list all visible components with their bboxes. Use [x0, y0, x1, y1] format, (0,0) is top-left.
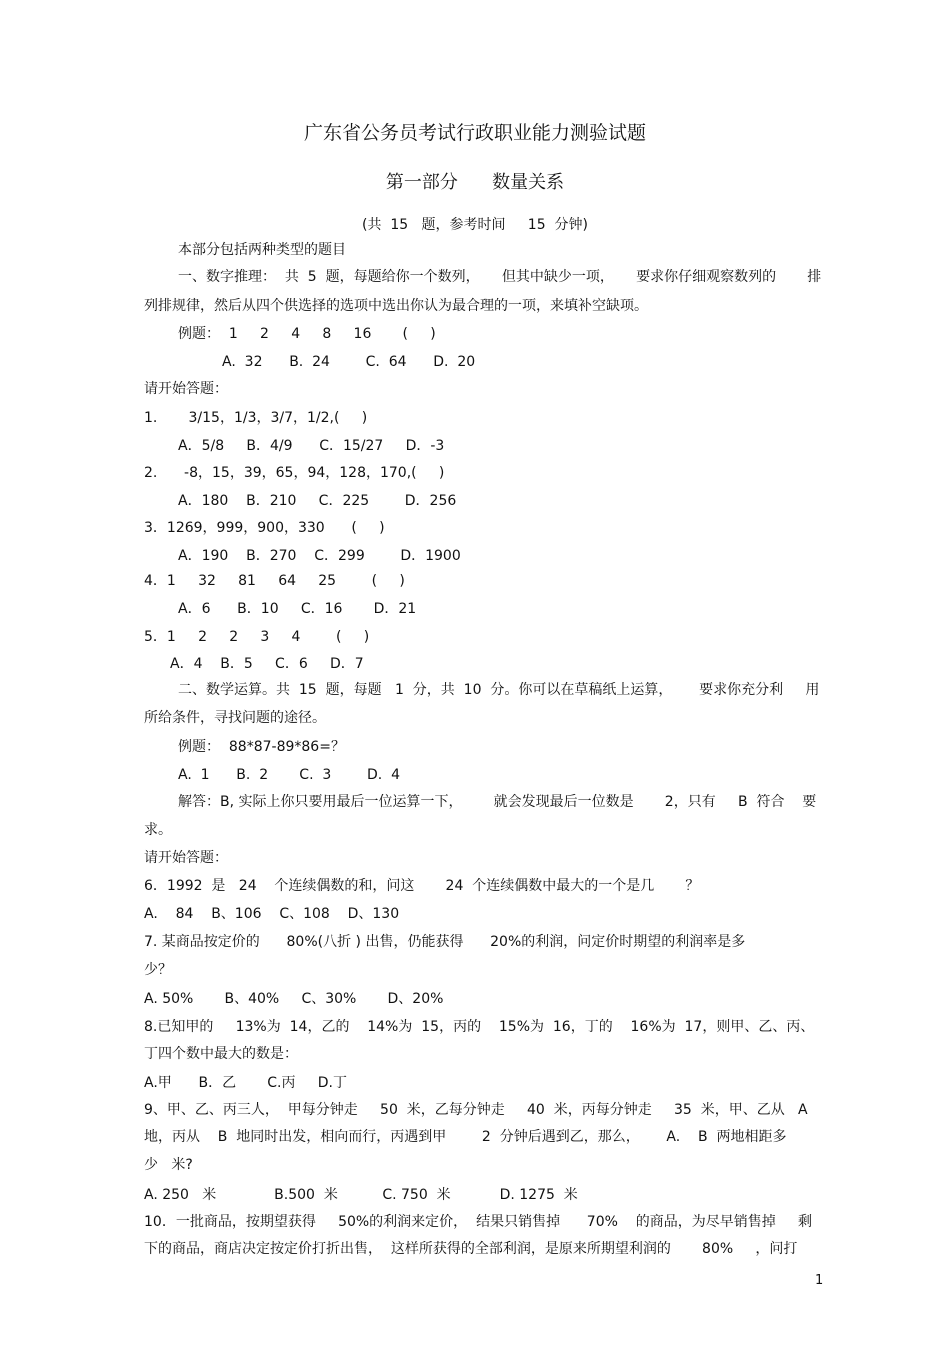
page-number: 1	[815, 1273, 824, 1288]
text-line: 所给条件，寻找问题的途径。	[144, 710, 326, 726]
text-line: A．190 B．270 C．299 D．1900	[178, 548, 461, 564]
text-line: 二、数学运算。共 15 题，每题 1 分，共 10 分。你可以在草稿纸上运算， 要求你充分利 用	[178, 682, 820, 698]
section-heading: 第一部分 数量关系	[385, 172, 565, 193]
text-line: 求。	[144, 822, 172, 838]
text-line: 5．1 2 2 3 4 ( )	[144, 629, 370, 645]
text-line: A. 50% B、40% C、30% D、20%	[144, 991, 444, 1007]
text-line: 少？	[144, 962, 172, 978]
text-line: A. 32 B. 24 C. 64 D. 20	[222, 354, 476, 370]
text-line: A．6 B．10 C．16 D．21	[178, 601, 417, 617]
text-line: 6．1992 是 24 个连续偶数的和，问这 24 个连续偶数中最大的一个是几 ？	[144, 878, 700, 894]
text-line: 丁四个数中最大的数是：	[144, 1046, 298, 1062]
text-line: 3．1269，999，900，330 ( )	[144, 520, 385, 536]
text-line: 下的商品，商店决定按定价打折出售， 这样所获得的全部利润，是原来所期望利润的 80% ，问打	[144, 1241, 798, 1257]
text-line: A.甲 B．乙 C.丙 D.丁	[144, 1075, 347, 1091]
text-line: 2. -8，15，39，65，94，128，170,( )	[144, 465, 445, 481]
text-line: 4．1 32 81 64 25 ( )	[144, 573, 405, 589]
text-line: 本部分包括两种类型的题目	[178, 242, 346, 258]
text-line: 一、数字推理： 共 5 题，每题给你一个数列， 但其中缺少一项， 要求你仔细观察数列的 排	[178, 269, 822, 285]
text-line: A. 84 B、106 C、108 D、130	[144, 906, 400, 922]
text-line: A．5/8 B．4/9 C．15/27 D．-3	[178, 438, 445, 454]
text-line: 8.已知甲的 13%为 14，乙的 14%为 15，丙的 15%为 16，丁的 16%为 17，则甲、乙、丙、	[144, 1019, 815, 1035]
text-line: 例题： 88*87-89*86=？	[178, 739, 345, 755]
text-line: 请开始答题：	[144, 850, 228, 866]
text-line: 请开始答题：	[144, 381, 228, 397]
text-line: 解答：B, 实际上你只要用最后一位运算一下， 就会发现最后一位数是 2，只有 B 符合 要	[178, 794, 817, 810]
text-line: 列排规律，然后从四个供选择的选项中选出你认为最合理的一项，来填补空缺项。	[144, 298, 648, 314]
text-line: A．180 B．210 C．225 D．256	[178, 493, 457, 509]
text-line: 少 米?	[144, 1157, 193, 1173]
document-title: 广东省公务员考试行政职业能力测验试题	[303, 122, 646, 144]
text-line: 7. 某商品按定价的 80%(八折 ) 出售，仍能获得 20%的利润，问定价时期望的利润率是多	[144, 934, 746, 950]
text-line: A．4 B．5 C．6 D．7	[170, 656, 364, 672]
text-line: 例题： 1 2 4 8 16 ( )	[178, 326, 436, 342]
text-line: A. 1 B. 2 C. 3 D. 4	[178, 767, 400, 783]
text-line: 10．一批商品，按期望获得 50%的利润来定价， 结果只销售掉 70% 的商品，为尽早销售掉 剩	[144, 1214, 812, 1230]
text-line: 9、甲、乙、丙三人， 甲每分钟走 50 米，乙每分钟走 40 米，丙每分钟走 35 米，甲、乙从 A	[144, 1102, 808, 1118]
text-line: 1. 3/15，1/3，3/7，1/2,( )	[144, 410, 368, 426]
text-line: A. 250 米 B.500 米 C. 750 米 D. 1275 米	[144, 1187, 578, 1203]
text-line: 地，丙从 B 地同时出发，相向而行，丙遇到甲 2 分钟后遇到乙，那么， A. B 两地相距多	[144, 1129, 787, 1145]
section-note: (共 15 题，参考时间 15 分钟)	[362, 217, 588, 233]
